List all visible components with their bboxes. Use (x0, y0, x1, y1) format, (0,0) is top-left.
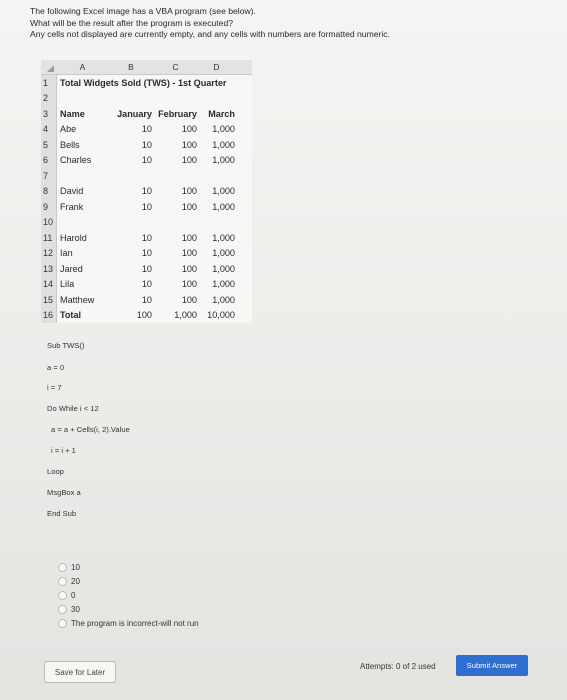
sheet-row-6 (41, 153, 252, 169)
sheet-row-4 (41, 122, 252, 138)
option-label: 20 (71, 577, 80, 586)
cell-january: 10 (141, 139, 152, 150)
sheet-row-10 (41, 215, 252, 231)
cell-february: 100 (181, 155, 197, 166)
option-program-incorrect[interactable] (58, 619, 199, 628)
cell-march: 1,000 (212, 248, 235, 259)
sheet-row-2 (41, 91, 252, 107)
header-march: March (208, 108, 235, 119)
cell-january: 10 (141, 248, 152, 259)
cell-february: 100 (181, 248, 197, 259)
cell-march: 1,000 (212, 294, 235, 305)
code-line-2: a = 0 (47, 363, 65, 372)
option-0[interactable] (58, 591, 75, 600)
sheet-row-12 (41, 246, 252, 262)
code-line-1: Sub TWS() (47, 341, 85, 350)
spreadsheet-image (41, 60, 252, 323)
cell-name: Abe (60, 124, 77, 135)
row-number: 16 (41, 308, 57, 324)
cell-name: Jared (60, 263, 83, 274)
cell-march: 1,000 (212, 201, 235, 212)
cell-february: 100 (181, 139, 197, 150)
cell-name: Ian (60, 248, 73, 259)
cell-february: 1,000 (174, 310, 197, 321)
cell-march: 1,000 (212, 139, 235, 150)
code-line-6: i = i + 1 (51, 446, 76, 455)
cell-january: 10 (141, 294, 152, 305)
cell-march: 1,000 (212, 263, 235, 274)
sheet-row-9 (41, 199, 252, 215)
row-number: 1 (41, 75, 57, 91)
cell-name: Lila (60, 279, 75, 290)
row-number: 4 (41, 122, 57, 138)
cell-february: 100 (181, 201, 197, 212)
cell-march: 1,000 (212, 232, 235, 243)
header-february: February (158, 108, 197, 119)
cell-february: 100 (181, 263, 197, 274)
save-for-later-button[interactable]: Save for Later (44, 661, 116, 683)
question-line-3: Any cells not displayed are currently empty, and any cells with numbers are formatted numeric. (30, 29, 390, 39)
radio-button[interactable] (58, 563, 67, 572)
row-number: 15 (41, 292, 57, 308)
cell-name: Bells (60, 139, 80, 150)
option-30[interactable] (58, 605, 80, 614)
sheet-row-16 (41, 308, 252, 324)
cell-january: 10 (141, 232, 152, 243)
cell-january: 100 (136, 310, 152, 321)
sheet-row-1 (41, 75, 252, 91)
option-label: 0 (71, 591, 76, 600)
code-line-3: i = 7 (47, 383, 62, 392)
header-name: Name (60, 108, 85, 119)
attempts-counter: Attempts: 0 of 2 used (360, 662, 436, 671)
cell-january: 10 (141, 124, 152, 135)
select-all-corner (41, 60, 57, 74)
row-number: 7 (41, 168, 57, 184)
row-number: 14 (41, 277, 57, 293)
row-number: 5 (41, 137, 57, 153)
radio-button[interactable] (58, 577, 67, 586)
cell-february: 100 (181, 124, 197, 135)
option-label: 30 (71, 605, 80, 614)
option-label: The program is incorrect-will not run (71, 619, 199, 628)
row-number: 9 (41, 199, 57, 215)
row-number: 11 (41, 230, 57, 246)
cell-january: 10 (141, 186, 152, 197)
row-number: 2 (41, 91, 57, 107)
sheet-row-11 (41, 230, 252, 246)
question-line-2: What will be the result after the program is executed? (30, 17, 234, 28)
cell-name: Matthew (60, 294, 95, 305)
cell-name: Harold (60, 232, 87, 243)
column-header-b: B (128, 62, 134, 72)
sheet-row-14 (41, 277, 252, 293)
cell-march: 10,000 (207, 310, 235, 321)
radio-button[interactable] (58, 591, 67, 600)
row-number: 13 (41, 261, 57, 277)
cell-name: Total (60, 310, 82, 321)
cell-march: 1,000 (212, 124, 235, 135)
sheet-row-5 (41, 137, 252, 153)
cell-name: Charles (60, 155, 92, 166)
column-header-row (41, 60, 252, 75)
row-number: 12 (41, 246, 57, 262)
cell-name: David (60, 186, 84, 197)
cell-january: 10 (141, 263, 152, 274)
code-line-4: Do While i < 12 (47, 404, 99, 413)
cell-march: 1,000 (212, 186, 235, 197)
cell-january: 10 (141, 279, 152, 290)
cell-january: 10 (141, 201, 152, 212)
sheet-row-15 (41, 292, 252, 308)
option-20[interactable] (58, 577, 80, 586)
cell-march: 1,000 (212, 279, 235, 290)
sheet-row-7 (41, 168, 252, 184)
sheet-title: Total Widgets Sold (TWS) - 1st Quarter (60, 77, 227, 88)
row-number: 3 (41, 106, 57, 122)
code-line-8: MsgBox a (47, 488, 81, 497)
column-header-d: D (213, 62, 220, 72)
question-line-1: The following Excel image has a VBA program (see below). (30, 6, 256, 16)
code-line-7: Loop (47, 467, 64, 476)
cell-march: 1,000 (212, 155, 235, 166)
column-header-c: C (172, 62, 179, 72)
row-number: 6 (41, 153, 57, 169)
cell-february: 100 (181, 294, 197, 305)
cell-january: 10 (141, 155, 152, 166)
column-header-a: A (79, 62, 86, 72)
code-line-9: End Sub (47, 509, 77, 518)
question-text (30, 6, 530, 41)
submit-answer-button[interactable]: Submit Answer (456, 655, 528, 676)
row-number: 10 (41, 215, 57, 231)
row-number: 8 (41, 184, 57, 200)
code-line-5: a = a + Cells(i, 2).Value (51, 425, 130, 434)
cell-name: Frank (60, 201, 84, 212)
radio-button[interactable] (58, 605, 67, 614)
sheet-row-8 (41, 184, 252, 200)
cell-february: 100 (181, 232, 197, 243)
sheet-row-3 (41, 106, 252, 122)
header-january: January (117, 108, 152, 119)
option-10[interactable] (58, 563, 80, 572)
radio-button[interactable] (58, 619, 67, 628)
option-label: 10 (71, 563, 80, 572)
cell-february: 100 (181, 279, 197, 290)
cell-february: 100 (181, 186, 197, 197)
sheet-row-13 (41, 261, 252, 277)
